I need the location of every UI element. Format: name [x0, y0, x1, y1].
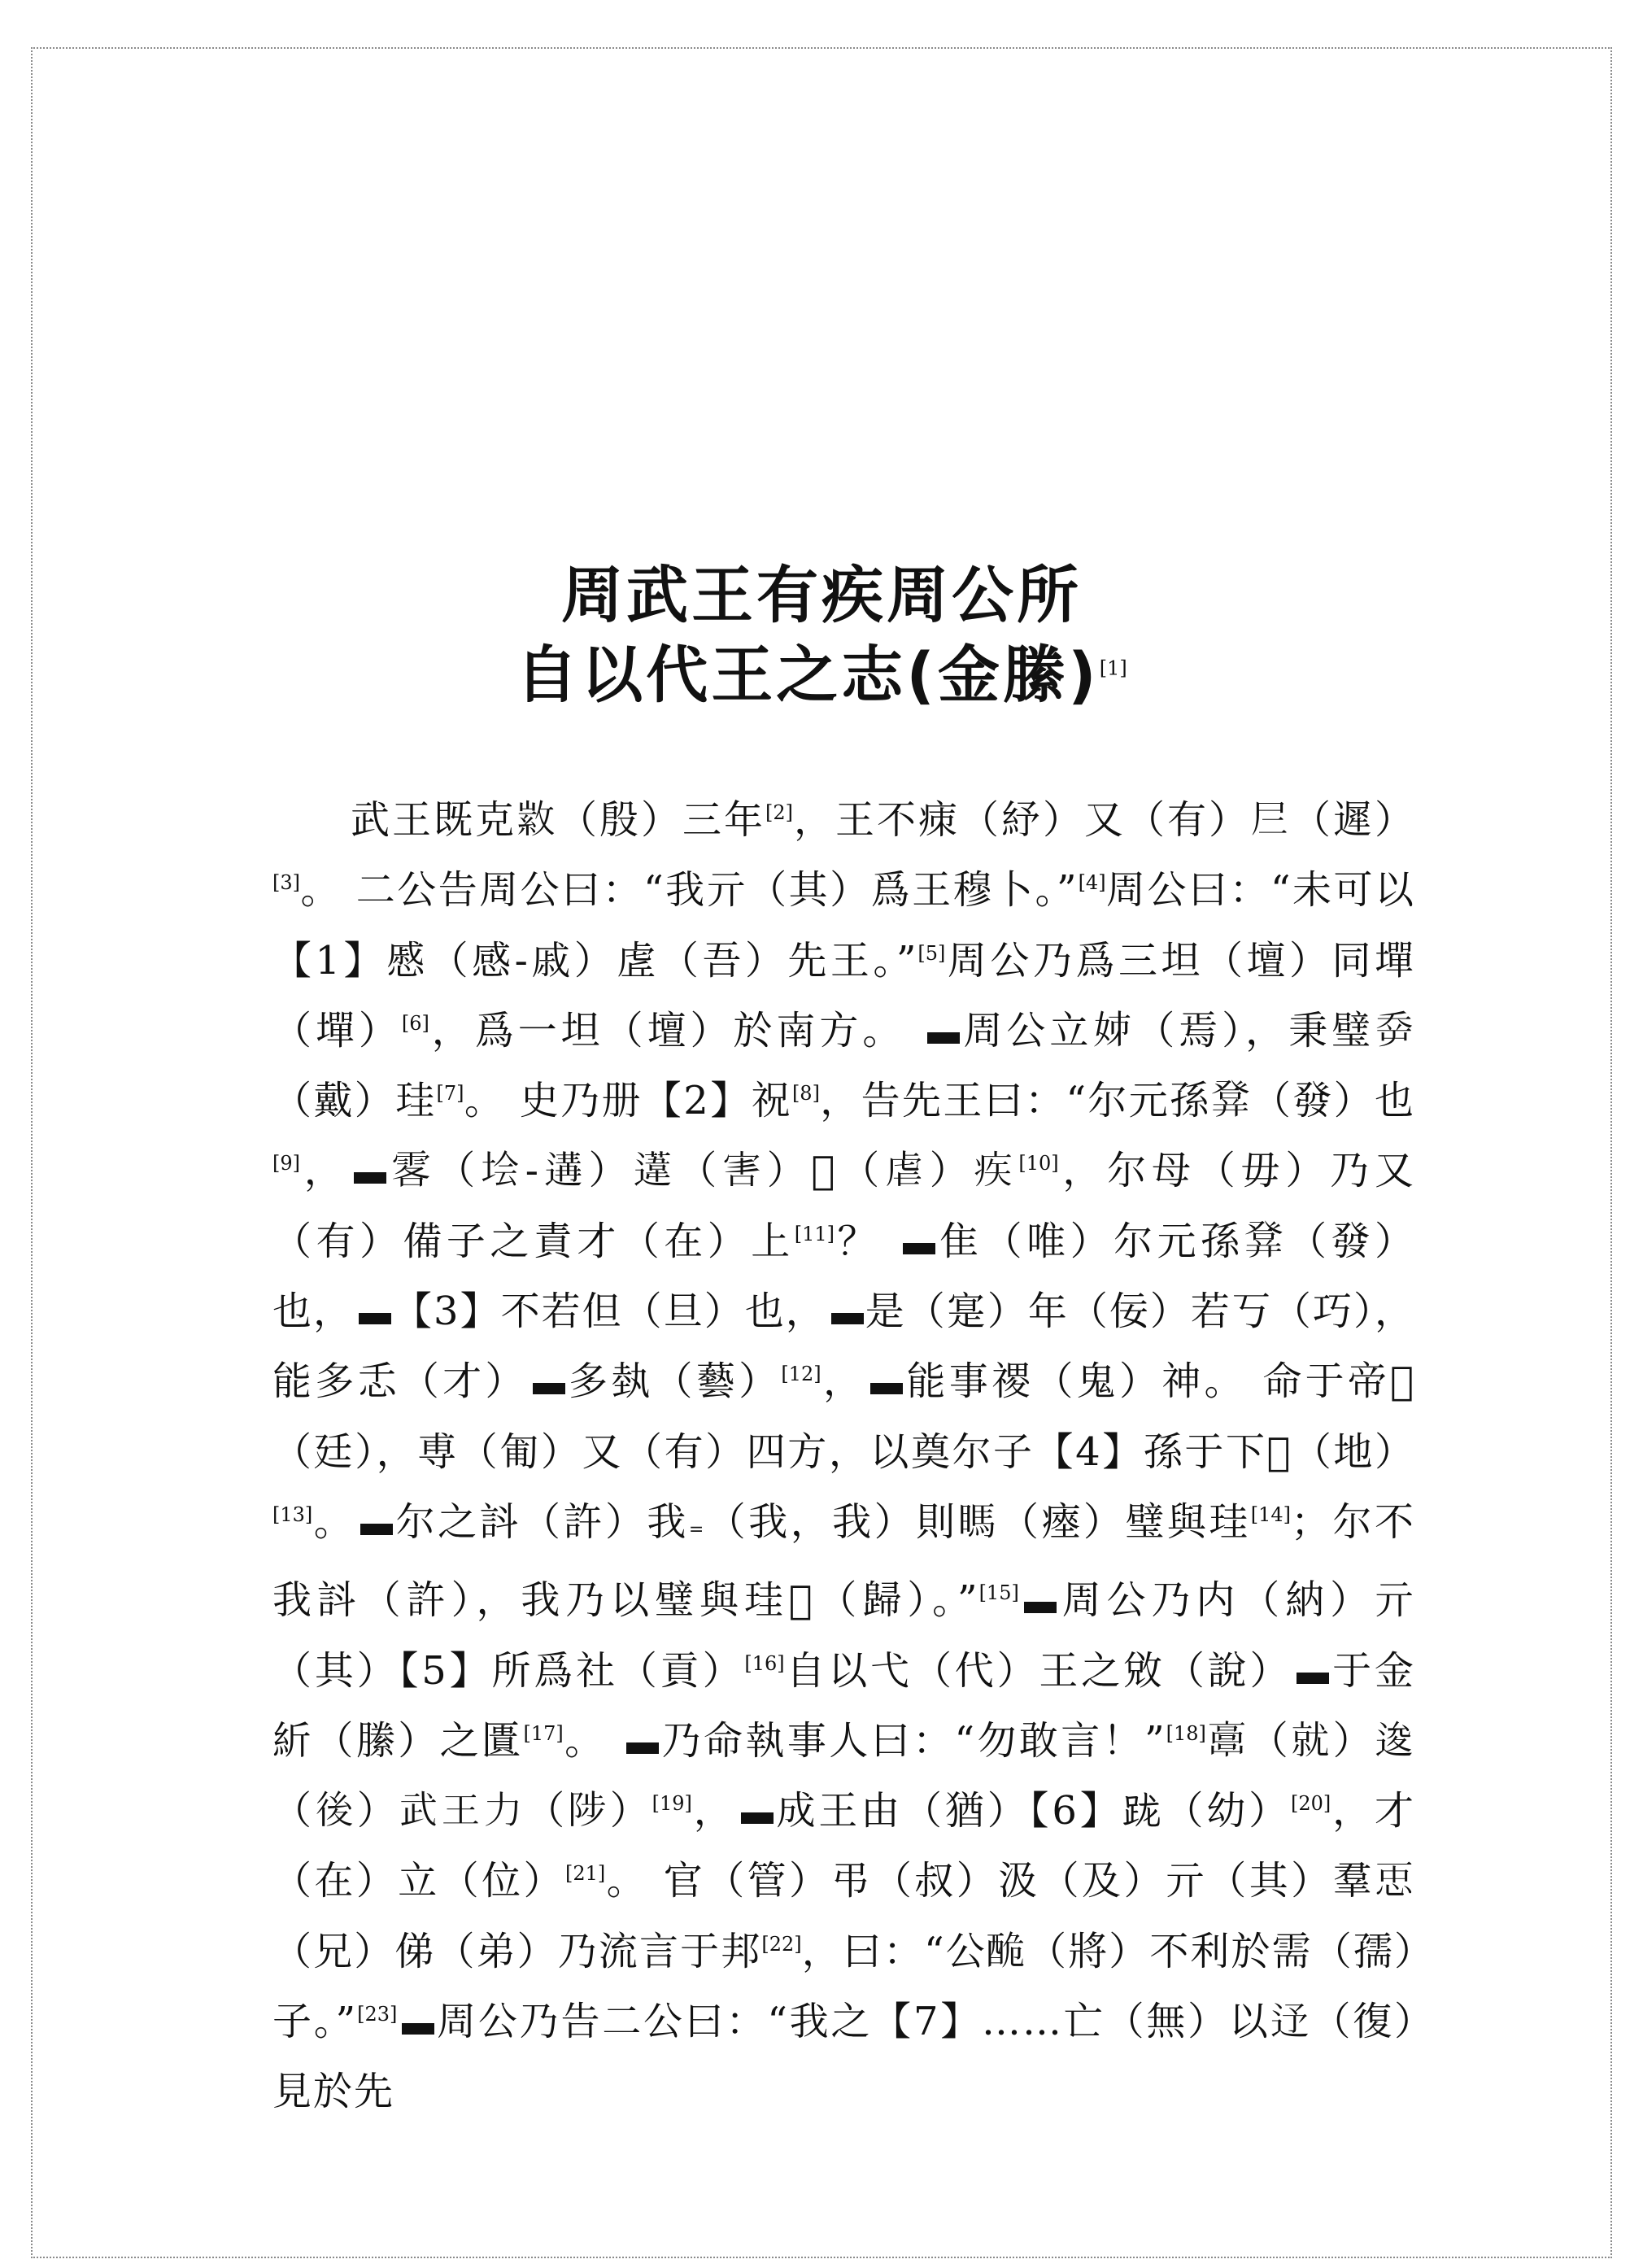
section-mark-block: [927, 1032, 960, 1044]
title-footnote-marker: [1]: [1099, 656, 1127, 680]
text-segment: 武王既克: [351, 797, 516, 843]
footnote-marker: [15]: [978, 1581, 1019, 1605]
text-segment: 能事禝（鬼）神。 命于帝𨑻（廷），尃（匍）又（有）四方，以奠尔子【4】孫于下𡐞（地）: [272, 1359, 1415, 1475]
footnote-marker: [19]: [652, 1792, 692, 1816]
text-segment: 自以弋（代）王之敓（說）: [784, 1647, 1292, 1694]
text-segment: ，: [821, 1359, 866, 1405]
text-segment: 成王由（猶）【6】𨀁（幼）: [774, 1788, 1292, 1834]
footnote-marker: [10]: [1018, 1152, 1059, 1175]
text-segment: ，爲一坦（壇）於南方。: [429, 1007, 922, 1053]
paragraph: [272, 785, 1415, 2127]
text-segment: （我，我）則𥉊（瘞）璧與珪: [705, 1498, 1251, 1545]
footnote-marker: [11]: [794, 1222, 835, 1245]
footnote-marker: [5]: [917, 941, 946, 965]
footnote-marker: [9]: [272, 1152, 300, 1175]
text-segment: ；尔不我䚵（許），我乃以璧與珪𨘘（歸）。”: [272, 1498, 1415, 1624]
footnote-marker: [7]: [436, 1082, 464, 1106]
footnote-marker: [12]: [781, 1363, 822, 1386]
text-segment: 。 史乃册【2】祝: [464, 1078, 792, 1124]
section-mark-block: [359, 1313, 391, 1324]
footnote-marker: [23]: [357, 2003, 398, 2026]
section-mark-block: [354, 1172, 386, 1184]
footnote-marker: [18]: [1166, 1721, 1206, 1745]
title-line-2-text: 自以代王之志(金縢): [516, 638, 1100, 711]
text-segment: 㾊（紓）又（有）𡰥（遲）: [918, 797, 1415, 843]
section-mark-block: [741, 1812, 774, 1824]
section-mark-block: [831, 1313, 864, 1324]
text-segment: 周公乃爲三坦（壇）同墠（墠）: [272, 937, 1415, 1053]
text-segment: ，: [300, 1148, 349, 1194]
repetition-mark: =: [688, 1519, 706, 1540]
text-segment: ，曰：“公𨠥（將）不利於需（孺）子。”: [272, 1928, 1415, 2045]
section-mark-block: [402, 2023, 434, 2035]
text-segment: 。: [312, 1498, 356, 1545]
section-mark-block: [870, 1383, 903, 1394]
footnote-marker: [22]: [761, 1932, 802, 1956]
text-segment: 𩂣（𡋗-遘）𨗨（害）𧇩（虐）疾: [387, 1148, 1019, 1194]
footnote-marker: [4]: [1078, 871, 1106, 895]
text-segment: 是（寔）年（佞）若丂（巧），能多忎（才）: [272, 1289, 1415, 1405]
text-segment: 于金紤（縢）之匱: [272, 1647, 1415, 1764]
text-segment: 周公曰：“未可以【1】: [272, 867, 1415, 984]
text-segment: 慼（感-戚）: [386, 937, 617, 984]
text-segment: 周公乃告二公曰：“我之【7】……亡（無）以𨑦（復）見於先: [272, 1999, 1415, 2115]
footnote-marker: [16]: [744, 1651, 785, 1675]
footnote-marker: [14]: [1250, 1503, 1292, 1526]
text-segment: 周公乃内（納）亓（其）【5】所爲社（貢）: [272, 1577, 1415, 1694]
text-segment: 𢾰（殷）三年: [516, 797, 765, 843]
text-segment: 隹（唯）尔元孫𤼷（發）也，: [272, 1218, 1415, 1335]
text-segment: 虗（吾）先王。”: [617, 937, 918, 984]
text-segment: 。: [563, 1717, 622, 1764]
footnote-marker: [20]: [1291, 1792, 1331, 1816]
text-segment: 𩫖（就）逡（後）武王力（陟）: [272, 1717, 1415, 1834]
section-mark-block: [626, 1742, 659, 1754]
text-segment: ，: [691, 1788, 736, 1834]
section-mark-block: [360, 1524, 393, 1535]
text-segment: 周公立𡛷（焉），秉璧𡴘（戴）珪: [272, 1007, 1415, 1124]
section-mark-block: [903, 1243, 935, 1254]
text-segment: 。 二公告周公曰：“我亓（其）爲王穆卜。”: [300, 867, 1079, 914]
text-segment: 【3】不若但（旦）也，: [393, 1289, 826, 1335]
footnote-marker: [13]: [272, 1503, 313, 1526]
page-title: [0, 556, 1643, 715]
footnote-marker: [8]: [791, 1082, 820, 1106]
text-segment: ，告先王曰：“尔元孫𤼷（發）也: [819, 1078, 1415, 1124]
footnote-marker: [21]: [564, 1862, 606, 1886]
title-line-2: [0, 635, 1643, 715]
text-segment: 尔之䚵（許）我: [394, 1498, 689, 1545]
main-text: [272, 785, 1415, 2127]
text-segment: 。 官（管）弔（叔）汲（及）亓（其）羣𢘑（兄）俤（弟）乃流言于邦: [272, 1858, 1415, 1974]
footnote-marker: [17]: [523, 1721, 564, 1745]
section-mark-block: [533, 1383, 565, 1394]
text-segment: ？: [835, 1218, 898, 1264]
section-mark-block: [1024, 1602, 1057, 1613]
text-segment: 多埶（藝）: [566, 1359, 782, 1405]
footnote-marker: [2]: [765, 801, 793, 824]
section-mark-block: [1297, 1673, 1329, 1684]
text-segment: ，王不: [793, 797, 918, 843]
text-segment: 乃命執事人曰：“勿敢言！”: [660, 1717, 1166, 1764]
text-segment: ，才（在）立（位）: [272, 1788, 1415, 1904]
title-line-1: 周武王有疾周公所: [561, 558, 1082, 631]
footnote-marker: [3]: [272, 871, 300, 895]
footnote-marker: [6]: [401, 1011, 429, 1035]
text-segment: ，尔母（毋）乃又（有）備子之責才（在）上: [272, 1148, 1415, 1264]
